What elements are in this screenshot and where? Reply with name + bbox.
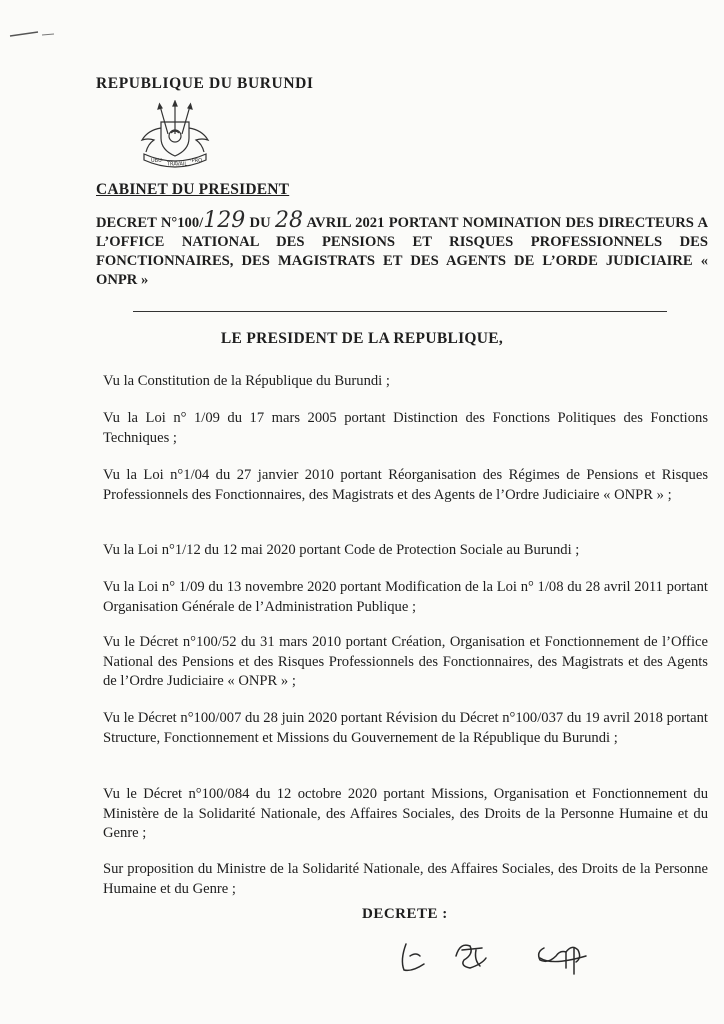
title-divider bbox=[133, 311, 667, 312]
visa-paragraph: Vu la Loi n° 1/09 du 13 novembre 2020 portant Modification de la Loi n° 1/08 du 28 avril 2011 portant Organisation Générale de l’Administration Publique ; bbox=[103, 579, 708, 615]
visa-paragraph: Vu la Constitution de la République du Burundi ; bbox=[103, 373, 390, 389]
republic-heading: REPUBLIQUE DU BURUNDI bbox=[96, 75, 314, 92]
visa-paragraph: Vu la Loi n°1/04 du 27 janvier 2010 portant Réorganisation des Régimes de Pensions et Risques Professionnels des Fonctionnaires, des Magistrats et des Agents de l’Ordre Judiciaire « ONPR » ; bbox=[103, 467, 708, 503]
decree-number-prefix: DECRET N°100/ bbox=[96, 215, 204, 231]
svg-text:UBU·: UBU· bbox=[151, 158, 164, 164]
svg-text:TRAVAIL: TRAVAIL bbox=[167, 161, 188, 168]
visa-paragraph: Vu le Décret n°100/007 du 28 juin 2020 portant Révision du Décret n°100/037 du 19 avril 2018 portant Structure, Fonctionnement et Missions du Gouvernement de la République du Burundi ; bbox=[103, 710, 708, 746]
cabinet-heading: CABINET DU PRESIDENT bbox=[96, 181, 290, 198]
handwritten-day: 28 bbox=[274, 208, 303, 233]
decree-title-rest: AVRIL 2021 PORTANT NOMINATION DES DIRECTEURS A L’OFFICE NATIONAL DES PENSIONS ET RISQUES PROFESSIONNELS DES FONCTIONNAIRES, DES MAGISTRATS ET DES AGENTS DE L’ORDE JUDICIAIRE « ONPR » bbox=[96, 215, 708, 288]
visa-paragraph: Sur proposition du Ministre de la Solidarité Nationale, des Affaires Sociales, des Droits de la Personne Humaine et du Genre ; bbox=[103, 861, 708, 897]
coat-of-arms-icon bbox=[130, 100, 220, 170]
president-heading: LE PRESIDENT DE LA REPUBLIQUE, bbox=[220, 330, 504, 347]
decree-title bbox=[96, 208, 708, 290]
decrete-heading: DECRETE : bbox=[362, 906, 448, 922]
scan-mark-icon bbox=[8, 26, 78, 40]
handwritten-decree-number: 129 bbox=[203, 208, 246, 233]
decree-du: DU bbox=[245, 215, 275, 231]
visa-paragraph: Vu la Loi n° 1/09 du 17 mars 2005 portant Distinction des Fonctions Politiques des Fonctions Techniques ; bbox=[103, 410, 708, 446]
visa-paragraph: Vu le Décret n°100/084 du 12 octobre 2020 portant Missions, Organisation et Fonctionnement du Ministère de la Solidarité Nationale, des Affaires Sociales, des Droits de la Personne Humaine et du Genre ; bbox=[103, 786, 708, 841]
visa-paragraph: Vu la Loi n°1/12 du 12 mai 2020 portant Code de Protection Sociale au Burundi ; bbox=[103, 542, 580, 558]
visa-paragraph: Vu le Décret n°100/52 du 31 mars 2010 portant Création, Organisation et Fonctionnement de l’Office National des Pensions et des Risques Professionnels des Fonctionnaires, des Magistrats et des Agents de l’Ordre Judiciaire « ONPR » ; bbox=[103, 634, 708, 689]
svg-text:·PRO: ·PRO bbox=[190, 158, 203, 164]
handwritten-initials-icon bbox=[390, 930, 630, 980]
